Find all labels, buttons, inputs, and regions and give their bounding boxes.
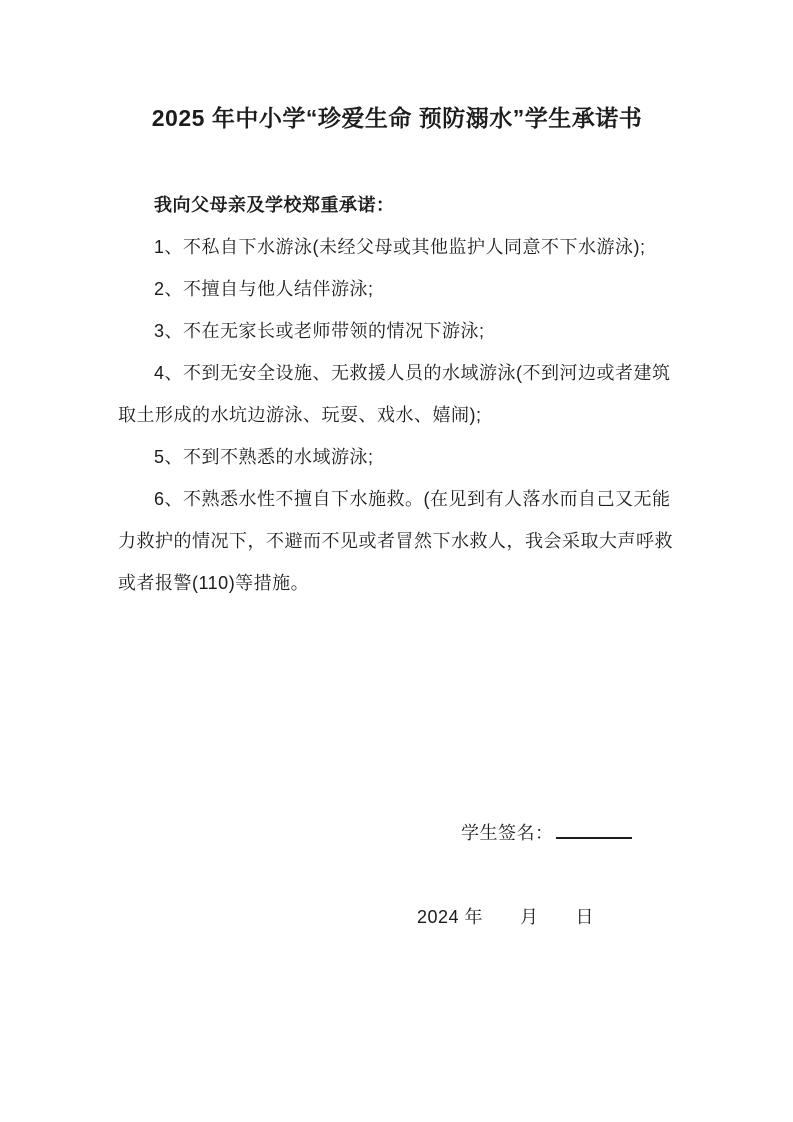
document-title: 2025 年中小学“珍爱生命 预防溺水”学生承诺书	[151, 105, 643, 131]
commitment-item-6: 6、不熟悉水性不擅自下水施救。(在见到有人落水而自己又无能力救护的情况下，不避而不见或者冒然下水救人，我会采取大声呼救或者报警(110)等措施。	[118, 489, 673, 593]
commitment-item-4: 4、不到无安全设施、无救援人员的水域游泳(不到河边或者建筑取土形成的水坑边游泳、玩耍、戏水、嬉闹);	[118, 363, 671, 425]
intro-line: 我向父母亲及学校郑重承诺：	[154, 195, 395, 215]
signature-date-row: 2024 年 月 日	[417, 907, 595, 927]
commitment-item-2: 2、不擅自与他人结伴游泳;	[154, 279, 374, 299]
signature-blank-line	[556, 836, 632, 839]
commitment-item-3: 3、不在无家长或老师带领的情况下游泳;	[154, 321, 485, 341]
commitment-item-1: 1、不私自下水游泳(未经父母或其他监护人同意不下水游泳);	[154, 237, 646, 257]
commitment-item-5: 5、不到不熟悉的水域游泳;	[154, 447, 374, 467]
signature-name-label: 学生签名：	[461, 823, 554, 843]
signature-block	[118, 770, 676, 938]
signature-name-row	[417, 770, 676, 896]
